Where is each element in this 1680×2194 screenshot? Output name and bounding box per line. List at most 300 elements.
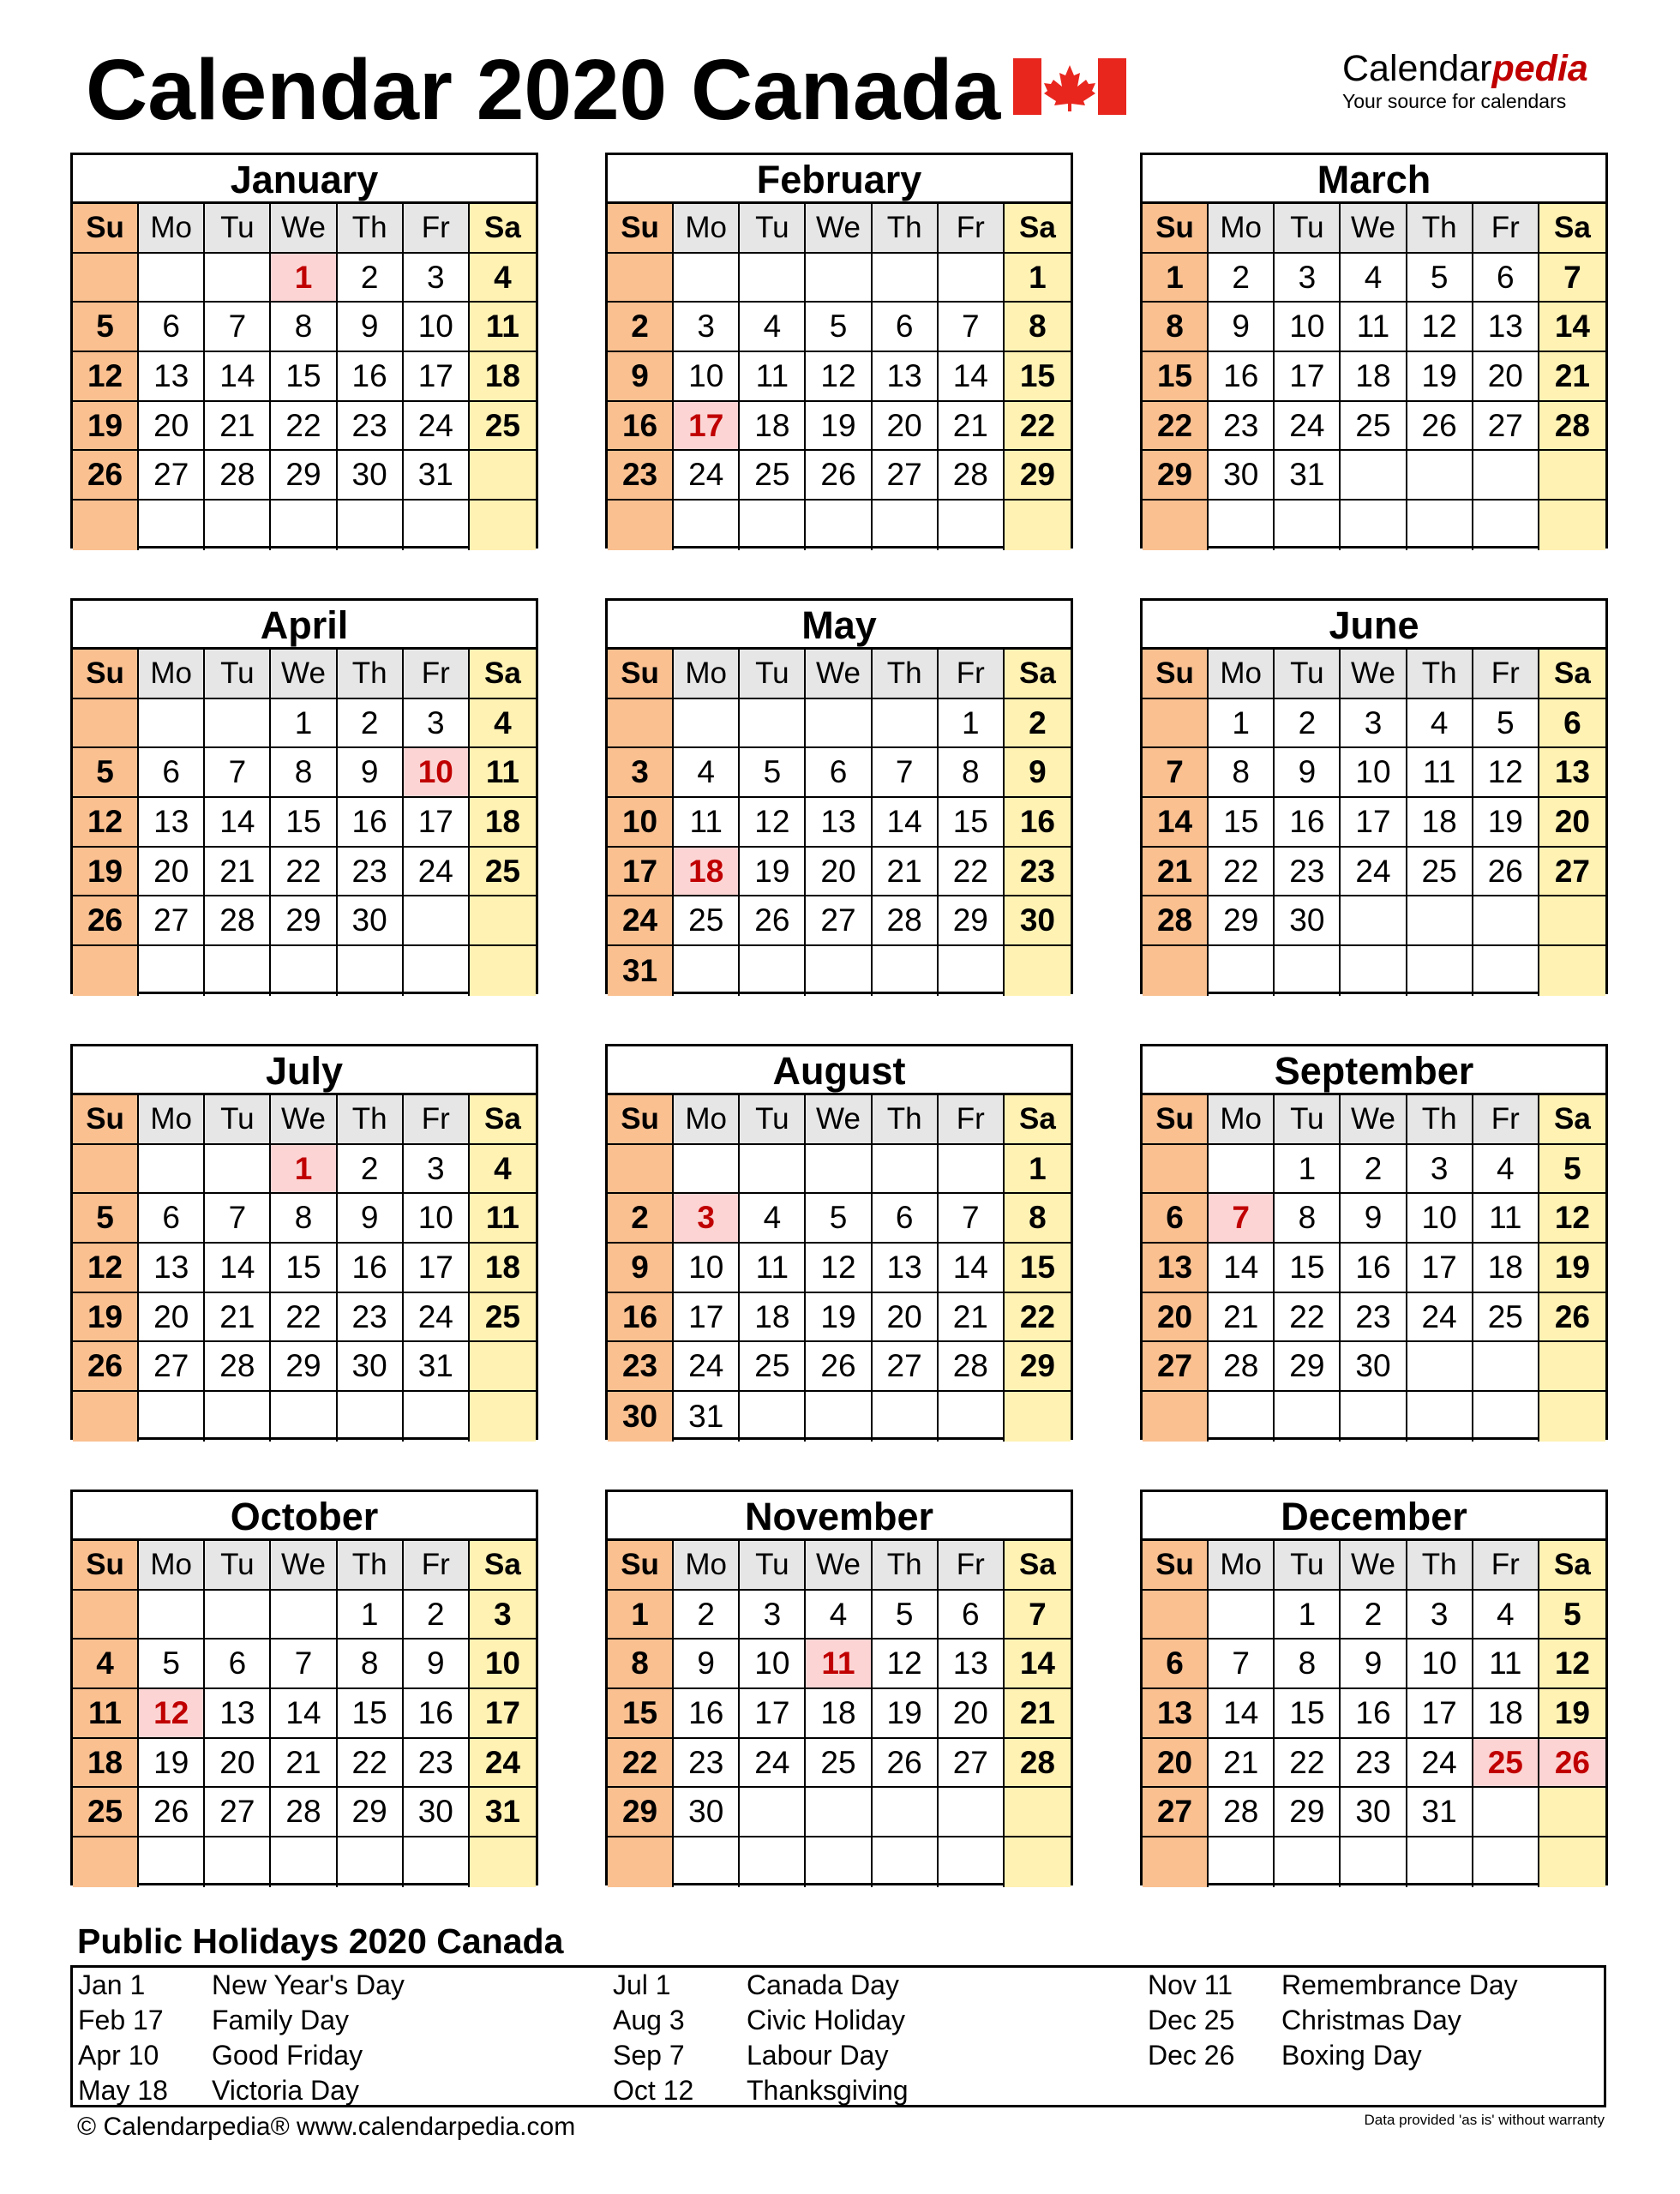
- empty-cell: [1143, 946, 1209, 996]
- empty-cell: [1209, 1392, 1275, 1442]
- holiday-row: [1143, 1968, 1623, 2003]
- weekday-header: Mo: [139, 1541, 205, 1591]
- month-title: January: [73, 155, 536, 204]
- day-cell: 14: [1209, 1689, 1275, 1739]
- empty-cell: [674, 254, 740, 303]
- day-cell: 29: [1005, 1342, 1071, 1392]
- month-title: May: [608, 601, 1071, 650]
- day-cell: 11: [470, 1194, 536, 1244]
- day-cell: 15: [1005, 352, 1071, 402]
- day-cell: 13: [139, 1244, 205, 1293]
- empty-cell: [1341, 1392, 1407, 1442]
- day-cell: 22: [1275, 1293, 1341, 1343]
- day-cell: 21: [205, 402, 271, 452]
- day-cell: 17: [1341, 798, 1407, 848]
- day-cell: 3: [740, 1591, 806, 1640]
- weekday-header: Th: [1407, 204, 1473, 254]
- weekday-header: Tu: [740, 1541, 806, 1591]
- weekday-header: Th: [1407, 1095, 1473, 1145]
- day-cell: 22: [271, 1293, 337, 1343]
- day-cell: 20: [139, 1293, 205, 1343]
- empty-cell: [1143, 1145, 1209, 1195]
- empty-cell: [674, 1145, 740, 1195]
- day-cell: 30: [674, 1788, 740, 1837]
- weekday-header: Th: [873, 1095, 939, 1145]
- empty-cell: [740, 1392, 806, 1442]
- day-cell: 6: [1143, 1640, 1209, 1689]
- empty-cell: [674, 946, 740, 996]
- empty-cell: [1143, 501, 1209, 550]
- empty-cell: [1473, 1837, 1539, 1887]
- holidays-column: [73, 1968, 553, 2108]
- day-cell: 16: [338, 1244, 404, 1293]
- day-cell: 6: [139, 303, 205, 352]
- weekday-header: Su: [73, 1541, 139, 1591]
- day-cell: 22: [271, 402, 337, 452]
- empty-cell: [939, 501, 1005, 550]
- holiday-row: [73, 2073, 553, 2108]
- day-cell: 2: [1341, 1145, 1407, 1195]
- day-cell: 3: [404, 254, 470, 303]
- weekday-header: Tu: [205, 650, 271, 699]
- day-cell: 8: [1005, 303, 1071, 352]
- empty-cell: [939, 946, 1005, 996]
- month-grid: [608, 204, 1071, 550]
- empty-cell: [271, 501, 337, 550]
- day-cell: 12: [1407, 303, 1473, 352]
- weekday-header: Mo: [1209, 204, 1275, 254]
- day-cell: 4: [674, 748, 740, 798]
- holiday-name: New Year's Day: [212, 1969, 405, 2000]
- day-cell: 26: [73, 1342, 139, 1392]
- day-cell: 23: [1341, 1739, 1407, 1789]
- holiday-date: May 18: [78, 2075, 168, 2106]
- month-grid: [73, 650, 536, 996]
- weekday-header: Tu: [205, 1095, 271, 1145]
- empty-cell: [873, 501, 939, 550]
- empty-cell: [139, 1837, 205, 1887]
- month-june: [1140, 598, 1608, 994]
- month-title: August: [608, 1046, 1071, 1095]
- day-cell: 8: [271, 748, 337, 798]
- weekday-header: Mo: [674, 1095, 740, 1145]
- weekday-header: Fr: [939, 1541, 1005, 1591]
- holiday-name: Good Friday: [212, 2040, 363, 2071]
- weekday-header: Mo: [139, 1095, 205, 1145]
- day-cell: 10: [1275, 303, 1341, 352]
- day-cell: 7: [205, 748, 271, 798]
- weekday-header: We: [1341, 1541, 1407, 1591]
- day-cell: 9: [1275, 748, 1341, 798]
- day-cell: 20: [1143, 1293, 1209, 1343]
- day-cell: 12: [806, 1244, 872, 1293]
- empty-cell: [470, 1837, 536, 1887]
- day-cell: 13: [873, 1244, 939, 1293]
- day-cell: 30: [1341, 1788, 1407, 1837]
- day-cell: 31: [1407, 1788, 1473, 1837]
- day-cell: 14: [205, 1244, 271, 1293]
- day-cell: 6: [1143, 1194, 1209, 1244]
- weekday-header: Su: [73, 1095, 139, 1145]
- empty-cell: [205, 501, 271, 550]
- day-cell: 15: [1209, 798, 1275, 848]
- day-cell: 31: [404, 1342, 470, 1392]
- day-cell: 13: [939, 1640, 1005, 1689]
- day-cell: 26: [1539, 1739, 1605, 1789]
- empty-cell: [1275, 946, 1341, 996]
- day-cell: 12: [806, 352, 872, 402]
- day-cell: 25: [470, 402, 536, 452]
- day-cell: 5: [1539, 1145, 1605, 1195]
- day-cell: 2: [608, 303, 674, 352]
- empty-cell: [1005, 501, 1071, 550]
- day-cell: 5: [1539, 1591, 1605, 1640]
- day-cell: 10: [404, 303, 470, 352]
- month-title: February: [608, 155, 1071, 204]
- day-cell: 21: [205, 848, 271, 897]
- day-cell: 31: [1275, 451, 1341, 501]
- day-cell: 12: [740, 798, 806, 848]
- day-cell: 5: [740, 748, 806, 798]
- weekday-header: Th: [1407, 1541, 1473, 1591]
- day-cell: 25: [740, 451, 806, 501]
- empty-cell: [1209, 501, 1275, 550]
- empty-cell: [338, 946, 404, 996]
- day-cell: 29: [271, 896, 337, 946]
- day-cell: 1: [1275, 1145, 1341, 1195]
- day-cell: 1: [271, 254, 337, 303]
- day-cell: 5: [73, 1194, 139, 1244]
- empty-cell: [806, 254, 872, 303]
- day-cell: 30: [608, 1392, 674, 1442]
- weekday-header: Th: [338, 650, 404, 699]
- empty-cell: [404, 1392, 470, 1442]
- weekday-header: Su: [1143, 650, 1209, 699]
- day-cell: 11: [73, 1689, 139, 1739]
- day-cell: 29: [1275, 1788, 1341, 1837]
- day-cell: 26: [1407, 402, 1473, 452]
- holiday-row: [73, 1968, 553, 2003]
- weekday-header: Tu: [740, 650, 806, 699]
- empty-cell: [939, 254, 1005, 303]
- month-grid: [73, 204, 536, 550]
- day-cell: 4: [1407, 699, 1473, 749]
- weekday-header: Tu: [740, 204, 806, 254]
- day-cell: 11: [1341, 303, 1407, 352]
- day-cell: 1: [1275, 1591, 1341, 1640]
- weekday-header: Sa: [1539, 1095, 1605, 1145]
- day-cell: 8: [608, 1640, 674, 1689]
- holiday-date: Nov 11: [1148, 1969, 1233, 2000]
- day-cell: 16: [404, 1689, 470, 1739]
- day-cell: 9: [338, 1194, 404, 1244]
- day-cell: 30: [338, 1342, 404, 1392]
- weekday-header: Fr: [1473, 1095, 1539, 1145]
- day-cell: 19: [73, 402, 139, 452]
- empty-cell: [139, 946, 205, 996]
- day-cell: 12: [1539, 1194, 1605, 1244]
- day-cell: 21: [271, 1739, 337, 1789]
- day-cell: 2: [338, 699, 404, 749]
- weekday-header: Fr: [404, 204, 470, 254]
- empty-cell: [674, 501, 740, 550]
- day-cell: 11: [1473, 1640, 1539, 1689]
- day-cell: 3: [404, 1145, 470, 1195]
- day-cell: 13: [205, 1689, 271, 1739]
- day-cell: 15: [1005, 1244, 1071, 1293]
- weekday-header: Th: [873, 1541, 939, 1591]
- day-cell: 24: [404, 402, 470, 452]
- day-cell: 14: [873, 798, 939, 848]
- day-cell: 23: [608, 451, 674, 501]
- holiday-date: Aug 3: [613, 2005, 685, 2035]
- day-cell: 4: [1473, 1145, 1539, 1195]
- holidays-title: Public Holidays 2020 Canada: [77, 1921, 564, 1961]
- day-cell: 11: [806, 1640, 872, 1689]
- day-cell: 22: [338, 1739, 404, 1789]
- empty-cell: [1341, 501, 1407, 550]
- day-cell: 19: [806, 1293, 872, 1343]
- day-cell: 16: [608, 1293, 674, 1343]
- day-cell: 26: [1539, 1293, 1605, 1343]
- brand-name-part2: pedia: [1491, 48, 1588, 89]
- day-cell: 10: [1341, 748, 1407, 798]
- day-cell: 13: [139, 352, 205, 402]
- day-cell: 7: [271, 1640, 337, 1689]
- day-cell: 26: [73, 451, 139, 501]
- weekday-header: Tu: [1275, 650, 1341, 699]
- day-cell: 1: [338, 1591, 404, 1640]
- day-cell: 27: [139, 451, 205, 501]
- empty-cell: [271, 1837, 337, 1887]
- day-cell: 4: [1341, 254, 1407, 303]
- footer-disclaimer: Data provided 'as is' without warranty: [1364, 2112, 1605, 2128]
- empty-cell: [205, 1145, 271, 1195]
- weekday-header: Sa: [1005, 650, 1071, 699]
- weekday-header: We: [1341, 204, 1407, 254]
- weekday-header: We: [1341, 650, 1407, 699]
- day-cell: 30: [1005, 896, 1071, 946]
- day-cell: 25: [806, 1739, 872, 1789]
- day-cell: 5: [806, 1194, 872, 1244]
- empty-cell: [873, 946, 939, 996]
- day-cell: 28: [1209, 1342, 1275, 1392]
- day-cell: 25: [740, 1342, 806, 1392]
- day-cell: 10: [608, 798, 674, 848]
- day-cell: 15: [271, 798, 337, 848]
- day-cell: 29: [939, 896, 1005, 946]
- day-cell: 29: [338, 1788, 404, 1837]
- month-march: [1140, 153, 1608, 548]
- empty-cell: [1407, 1342, 1473, 1392]
- empty-cell: [1407, 501, 1473, 550]
- empty-cell: [939, 1837, 1005, 1887]
- month-grid: [1143, 204, 1605, 550]
- day-cell: 3: [470, 1591, 536, 1640]
- empty-cell: [1275, 1837, 1341, 1887]
- weekday-header: We: [271, 1095, 337, 1145]
- day-cell: 10: [740, 1640, 806, 1689]
- day-cell: 8: [271, 303, 337, 352]
- day-cell: 4: [73, 1640, 139, 1689]
- weekday-header: We: [271, 1541, 337, 1591]
- day-cell: 19: [73, 848, 139, 897]
- month-grid: [1143, 1541, 1605, 1887]
- month-title: July: [73, 1046, 536, 1095]
- empty-cell: [271, 1392, 337, 1442]
- day-cell: 9: [338, 303, 404, 352]
- day-cell: 19: [1539, 1244, 1605, 1293]
- empty-cell: [1473, 451, 1539, 501]
- day-cell: 1: [1143, 254, 1209, 303]
- empty-cell: [404, 896, 470, 946]
- day-cell: 31: [608, 946, 674, 996]
- day-cell: 21: [1209, 1293, 1275, 1343]
- empty-cell: [806, 1837, 872, 1887]
- holiday-date: Jan 1: [78, 1969, 146, 2000]
- day-cell: 30: [1341, 1342, 1407, 1392]
- day-cell: 19: [873, 1689, 939, 1739]
- month-july: [70, 1044, 538, 1440]
- empty-cell: [470, 501, 536, 550]
- empty-cell: [740, 1788, 806, 1837]
- day-cell: 28: [205, 451, 271, 501]
- month-title: November: [608, 1492, 1071, 1541]
- weekday-header: We: [806, 204, 872, 254]
- day-cell: 8: [271, 1194, 337, 1244]
- day-cell: 19: [1473, 798, 1539, 848]
- empty-cell: [873, 699, 939, 749]
- empty-cell: [1005, 946, 1071, 996]
- day-cell: 8: [338, 1640, 404, 1689]
- empty-cell: [73, 1837, 139, 1887]
- day-cell: 8: [1275, 1194, 1341, 1244]
- weekday-header: Tu: [1275, 204, 1341, 254]
- day-cell: 24: [608, 896, 674, 946]
- day-cell: 25: [1473, 1293, 1539, 1343]
- brand-tagline: Your source for calendars: [1342, 90, 1567, 112]
- day-cell: 20: [139, 402, 205, 452]
- day-cell: 20: [873, 1293, 939, 1343]
- weekday-header: Su: [1143, 1095, 1209, 1145]
- day-cell: 12: [73, 1244, 139, 1293]
- empty-cell: [608, 1837, 674, 1887]
- page-title: Calendar 2020 Canada: [86, 42, 1001, 138]
- weekday-header: Tu: [740, 1095, 806, 1145]
- day-cell: 19: [1407, 352, 1473, 402]
- day-cell: 11: [470, 303, 536, 352]
- holiday-row: [1143, 2038, 1623, 2073]
- day-cell: 19: [1539, 1689, 1605, 1739]
- day-cell: 27: [873, 451, 939, 501]
- day-cell: 22: [939, 848, 1005, 897]
- day-cell: 18: [470, 798, 536, 848]
- day-cell: 6: [205, 1640, 271, 1689]
- holiday-row: [608, 1968, 1088, 2003]
- empty-cell: [1143, 699, 1209, 749]
- day-cell: 26: [73, 896, 139, 946]
- brand-name: [1342, 47, 1625, 90]
- day-cell: 31: [674, 1392, 740, 1442]
- day-cell: 15: [338, 1689, 404, 1739]
- day-cell: 20: [873, 402, 939, 452]
- empty-cell: [608, 699, 674, 749]
- day-cell: 22: [271, 848, 337, 897]
- day-cell: 27: [1539, 848, 1605, 897]
- holidays-column: [1143, 1968, 1623, 2073]
- day-cell: 6: [806, 748, 872, 798]
- day-cell: 9: [608, 352, 674, 402]
- day-cell: 2: [1005, 699, 1071, 749]
- empty-cell: [205, 1837, 271, 1887]
- day-cell: 17: [470, 1689, 536, 1739]
- empty-cell: [470, 451, 536, 501]
- day-cell: 23: [338, 402, 404, 452]
- day-cell: 26: [873, 1739, 939, 1789]
- month-october: [70, 1490, 538, 1885]
- day-cell: 21: [205, 1293, 271, 1343]
- day-cell: 27: [939, 1739, 1005, 1789]
- holiday-name: Canada Day: [747, 1969, 899, 2000]
- empty-cell: [1473, 896, 1539, 946]
- day-cell: 25: [1473, 1739, 1539, 1789]
- weekday-header: Sa: [470, 650, 536, 699]
- empty-cell: [73, 946, 139, 996]
- month-december: [1140, 1490, 1608, 1885]
- empty-cell: [939, 1392, 1005, 1442]
- day-cell: 22: [1209, 848, 1275, 897]
- empty-cell: [73, 1145, 139, 1195]
- day-cell: 9: [1005, 748, 1071, 798]
- empty-cell: [404, 946, 470, 996]
- empty-cell: [139, 699, 205, 749]
- empty-cell: [806, 501, 872, 550]
- day-cell: 8: [1275, 1640, 1341, 1689]
- day-cell: 19: [73, 1293, 139, 1343]
- day-cell: 29: [1005, 451, 1071, 501]
- holiday-name: Family Day: [212, 2005, 350, 2035]
- weekday-header: Su: [608, 1541, 674, 1591]
- day-cell: 15: [271, 1244, 337, 1293]
- day-cell: 5: [139, 1640, 205, 1689]
- weekday-header: Fr: [1473, 204, 1539, 254]
- weekday-header: Fr: [939, 204, 1005, 254]
- holiday-date: Dec 25: [1148, 2005, 1235, 2035]
- empty-cell: [1143, 1392, 1209, 1442]
- day-cell: 24: [404, 1293, 470, 1343]
- day-cell: 10: [1407, 1640, 1473, 1689]
- day-cell: 25: [1341, 402, 1407, 452]
- day-cell: 8: [1005, 1194, 1071, 1244]
- empty-cell: [806, 946, 872, 996]
- day-cell: 21: [1143, 848, 1209, 897]
- day-cell: 17: [674, 402, 740, 452]
- day-cell: 13: [139, 798, 205, 848]
- empty-cell: [1275, 1392, 1341, 1442]
- weekday-header: Th: [338, 204, 404, 254]
- day-cell: 24: [740, 1739, 806, 1789]
- day-cell: 23: [674, 1739, 740, 1789]
- day-cell: 7: [1143, 748, 1209, 798]
- day-cell: 26: [1473, 848, 1539, 897]
- day-cell: 1: [608, 1591, 674, 1640]
- weekday-header: Sa: [470, 1095, 536, 1145]
- empty-cell: [139, 501, 205, 550]
- empty-cell: [1539, 1342, 1605, 1392]
- day-cell: 6: [939, 1591, 1005, 1640]
- day-cell: 16: [1209, 352, 1275, 402]
- month-april: [70, 598, 538, 994]
